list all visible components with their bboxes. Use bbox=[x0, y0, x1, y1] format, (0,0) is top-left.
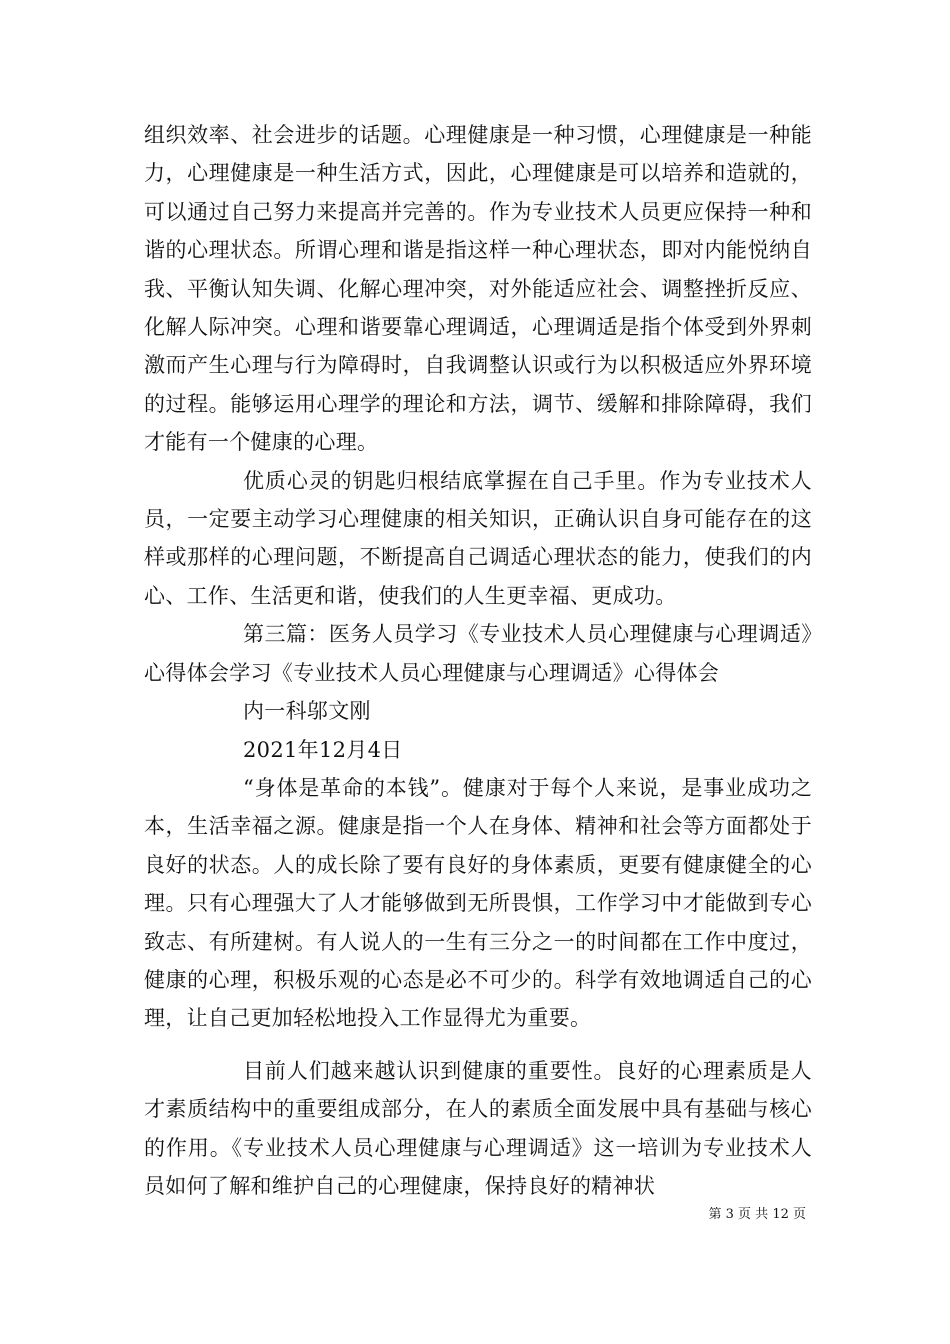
page-number-footer: 第 3 页 共 12 页 bbox=[708, 1207, 806, 1222]
paragraph-health-foundation: “身体是革命的本钱”。健康对于每个人来说，是事业成功之本，生活幸福之源。健康是指一个人在身体、精神和社会等方面都处于良好的状态。人的成长除了要有良好的身体素质，更要有健康健全的心理。只有心理强大了人才能够做到无所畏惧，工作学习中才能做到专心致志、有所建树。有人说人的一生有三分之一的时间都在工作中度过，健康的心理，积极乐观的心态是必不可少的。科学有效地调适自己的心理，让自己更加轻松地投入工作显得尤为重要。 bbox=[144, 775, 812, 1031]
document-body bbox=[144, 116, 812, 1205]
author-line: 内一科邬文刚 bbox=[243, 699, 371, 724]
paragraph-health-importance: 目前人们越来越认识到健康的重要性。良好的心理素质是人才素质结构中的重要组成部分，在人的素质全面发展中具有基础与核心的作用。《专业技术人员心理健康与心理调适》这一培训为专业技术人员如何了解和维护自己的心理健康，保持良好的精神状 bbox=[144, 1058, 812, 1198]
paragraph-continued: 组织效率、社会进步的话题。心理健康是一种习惯，心理健康是一种能力，心理健康是一种生活方式，因此，心理健康是可以培养和造就的，可以通过自己努力来提高并完善的。作为专业技术人员更应保持一种和谐的心理状态。所谓心理和谐是指这样一种心理状态，即对内能悦纳自我、平衡认知失调、化解心理冲突，对外能适应社会、调整挫折反应、化解人际冲突。心理和谐要靠心理调适，心理调适是指个体受到外界刺激而产生心理与行为障碍时，自我调整认识或行为以积极适应外界环境的过程。能够运用心理学的理论和方法，调节、缓解和排除障碍，我们才能有一个健康的心理。 bbox=[144, 123, 812, 455]
date-line: 2021年12月4日 bbox=[243, 737, 403, 762]
section-heading: 第三篇：医务人员学习《专业技术人员心理健康与心理调适》心得体会学习《专业技术人员心理健康与心理调适》心得体会 bbox=[144, 622, 812, 685]
paragraph-key-to-mind: 优质心灵的钥匙归根结底掌握在自己手里。作为专业技术人员，一定要主动学习心理健康的相关知识，正确认识自身可能存在的这样或那样的心理问题，不断提高自己调适心理状态的能力，使我们的内心、工作、生活更和谐，使我们的人生更幸福、更成功。 bbox=[144, 468, 812, 608]
